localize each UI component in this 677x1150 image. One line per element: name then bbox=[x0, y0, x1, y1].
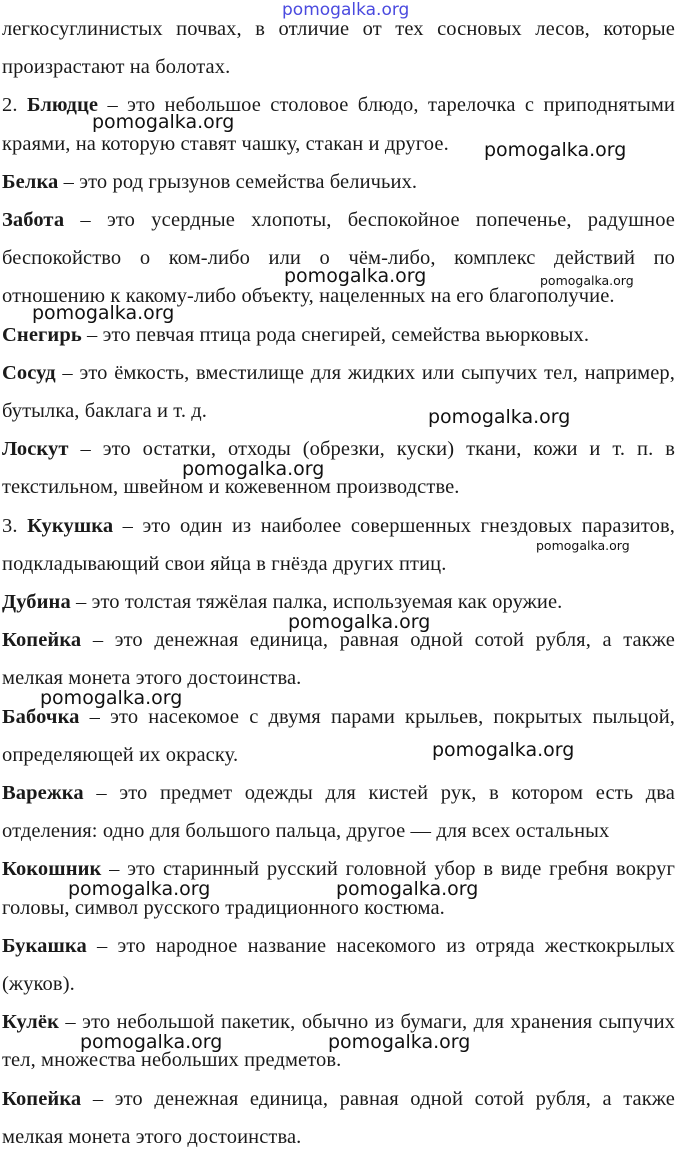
definition-term: Сосуд bbox=[2, 361, 56, 384]
watermark-text: pomogalka.org bbox=[288, 611, 431, 633]
definition-term: Копейка bbox=[2, 629, 82, 652]
definition-belka bbox=[2, 163, 675, 201]
definition-text: – это ёмкость, вместилище для жидких или сыпучих тел, например, бутылка, баклага и т. д. bbox=[2, 361, 675, 423]
definition-text: – это народное название насекомого из отряда жесткокрылых (жуков). bbox=[2, 934, 675, 996]
definition-text: – это род грызунов семейства беличьих. bbox=[58, 170, 418, 193]
definition-varezhka bbox=[2, 774, 675, 850]
watermark-text: pomogalka.org bbox=[336, 878, 479, 900]
definition-term: Снегирь bbox=[2, 323, 82, 346]
definition-text: – это небольшое столовое блюдо, тарелочка с приподнятыми краями, на которую ставят чашку, стакан и другое. bbox=[2, 94, 675, 155]
definition-loskut bbox=[2, 430, 675, 506]
definition-text: – это денежная единица, равная одной сотой рубля, а также мелкая монета этого достоинства. bbox=[2, 1087, 675, 1148]
paragraph-continuation bbox=[2, 10, 675, 86]
watermark-text: pomogalka.org bbox=[484, 139, 627, 161]
watermark-text: pomogalka.org bbox=[32, 302, 175, 324]
section-number: 2. bbox=[2, 94, 27, 117]
definition-text: – это насекомое с двумя парами крыльев, покрытых пыльцой, определяющей их окраску. bbox=[2, 705, 675, 766]
watermark-text: pomogalka.org bbox=[540, 273, 634, 288]
watermark-text: pomogalka.org bbox=[68, 878, 211, 900]
watermark-text: pomogalka.org bbox=[282, 0, 410, 20]
watermark-text: pomogalka.org bbox=[284, 265, 427, 287]
definition-term: Варежка bbox=[2, 782, 84, 805]
definition-text: – это небольшой пакетик, обычно из бумаги, для хранения сыпучих тел, множества небольших предметов. bbox=[2, 1011, 675, 1072]
definition-text: легкосуглинистых почвах, в отличие от тех сосновых лесов, которые произрастают на болотах. bbox=[2, 18, 675, 79]
definition-text: – это остатки, отходы (обрезки, куски) ткани, кожи и т. п. в текстильном, швейном и кожевенном производстве. bbox=[2, 438, 675, 499]
definition-babochka bbox=[2, 698, 675, 774]
definition-text: – это усердные хлопоты, беспокойное попеченье, радушное беспокойство о ком-либо или о чём-либо, комплекс действий по отношению к какому-либо объекту, нацеленных на его благополучие. bbox=[2, 209, 675, 308]
definition-term: Кукушка bbox=[27, 514, 114, 537]
watermark-text: pomogalka.org bbox=[40, 687, 183, 709]
definition-term: Кулёк bbox=[2, 1011, 60, 1034]
document-text bbox=[2, 10, 675, 1150]
definition-term: Копейка bbox=[2, 1087, 82, 1110]
definition-term: Букашка bbox=[2, 934, 87, 957]
watermark-text: pomogalka.org bbox=[328, 1031, 471, 1053]
watermark-text: pomogalka.org bbox=[536, 538, 630, 553]
definition-text: – это предмет одежды для кистей рук, в котором есть два отделения: одно для большого пальца, другое — для всех остальных bbox=[2, 782, 675, 843]
watermark-text: pomogalka.org bbox=[428, 406, 571, 428]
section-number: 3. bbox=[2, 514, 28, 537]
watermark-text: pomogalka.org bbox=[92, 111, 235, 133]
definition-term: Бабочка bbox=[2, 705, 80, 728]
definition-text: – это толстая тяжёлая палка, используемая как оружие. bbox=[70, 591, 563, 614]
watermark-text: pomogalka.org bbox=[182, 458, 325, 480]
definition-text: – это певчая птица рода снегирей, семейства вьюрковых. bbox=[81, 323, 590, 346]
definition-sosud bbox=[2, 354, 675, 430]
definition-text: – это один из наиболее совершенных гнездовых паразитов, подкладывающий свои яйца в гнёзда других птиц. bbox=[2, 514, 675, 575]
definition-term: Дубина bbox=[2, 591, 71, 614]
definition-term: Блюдце bbox=[26, 94, 99, 117]
definition-term: Лоскут bbox=[2, 438, 69, 461]
watermark-text: pomogalka.org bbox=[80, 1031, 223, 1053]
definition-zabota bbox=[2, 201, 675, 316]
definition-text: – это денежная единица, равная одной сотой рубля, а также мелкая монета этого достоинства. bbox=[2, 629, 675, 690]
definition-term: Забота bbox=[2, 209, 65, 232]
definition-text: – это старинный русский головной убор в виде гребня вокруг головы, символ русского традиционного костюма. bbox=[2, 858, 675, 919]
definition-term: Белка bbox=[2, 170, 59, 193]
definition-kopeyka-2 bbox=[2, 1080, 675, 1150]
definition-bukashka bbox=[2, 927, 675, 1003]
watermark-text: pomogalka.org bbox=[432, 739, 575, 761]
definition-term: Кокошник bbox=[2, 858, 102, 881]
